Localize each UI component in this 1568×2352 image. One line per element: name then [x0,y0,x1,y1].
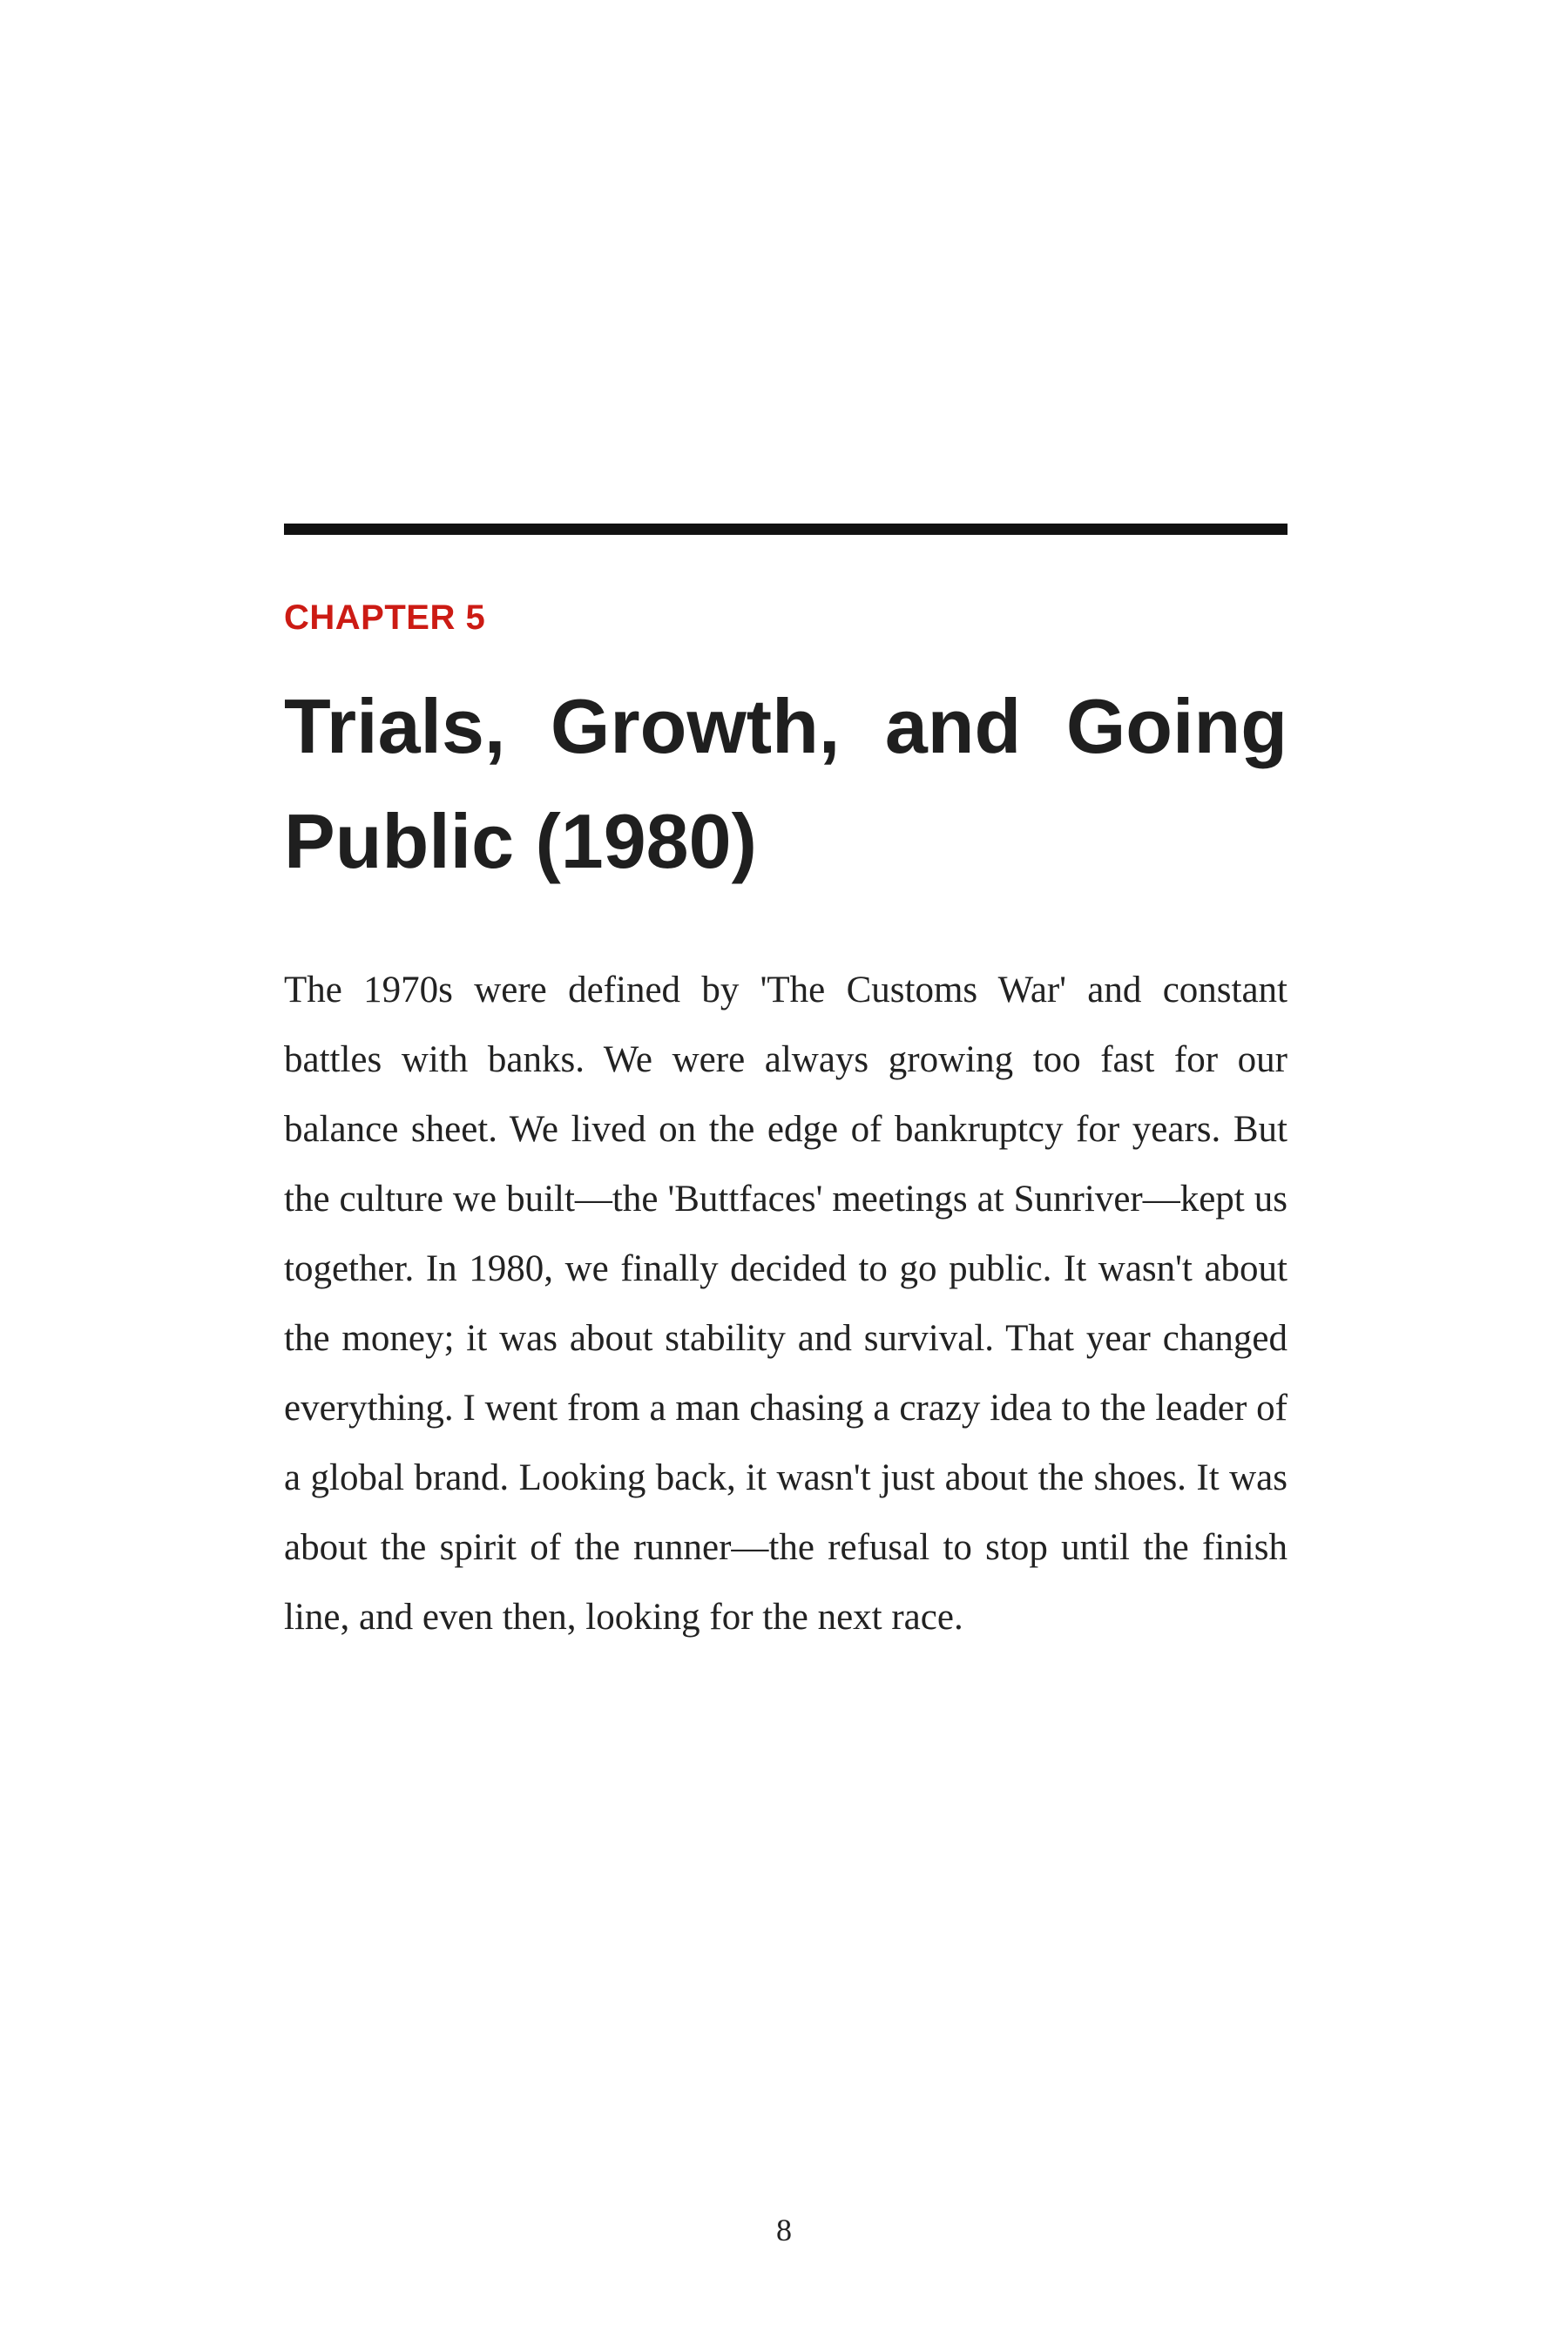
chapter-title: Trials, Growth, and Going Public (1980) [284,683,1288,884]
chapter-divider-rule [284,524,1288,535]
chapter-label: CHAPTER 5 [284,598,486,637]
page-number: 8 [776,2213,792,2247]
chapter-body-paragraph: The 1970s were defined by 'The Customs War' and constant battles with banks. We were always growing too fast for our balance sheet. We lived on the edge of bankruptcy for years. But the culture we built—the 'Buttfaces' meetings at Sunriver—kept us together. In 1980, we finally decided to go public. It wasn't about the money; it was about stability and survival. That year changed everything. I went from a man chasing a crazy idea to the leader of a global brand. Looking back, it wasn't just about the shoes. It was about the spirit of the runner—the refusal to stop until the finish line, and even then, looking for the next race. [284,970,1288,1638]
